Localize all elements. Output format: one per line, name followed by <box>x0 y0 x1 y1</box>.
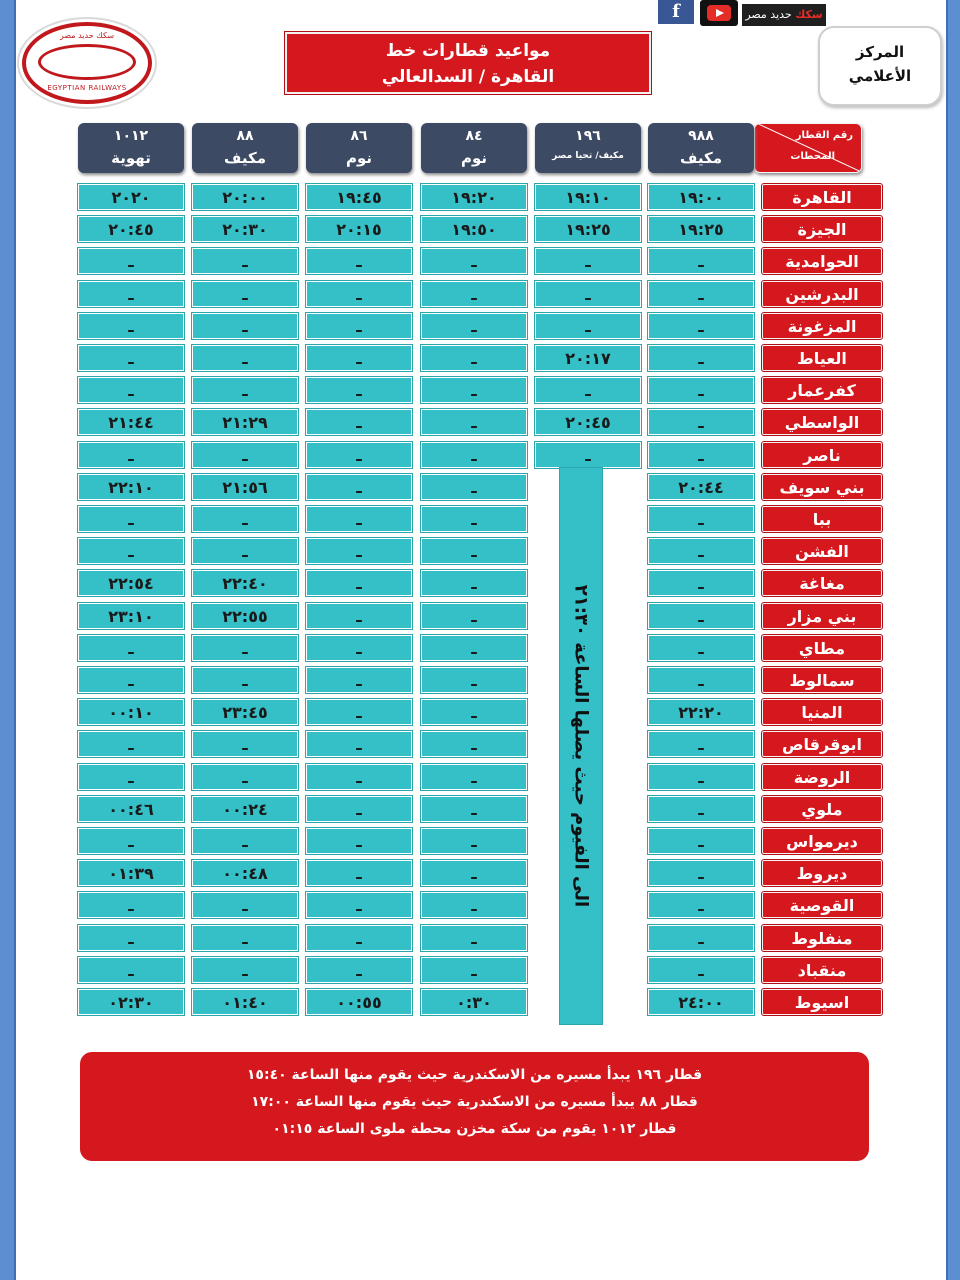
time-cell: ـ <box>648 538 754 564</box>
time-cell: ـ <box>192 377 298 403</box>
time-cell: ـ <box>421 603 527 629</box>
time-cell: ـ <box>78 345 184 371</box>
train-number: ١٩٦ <box>575 128 601 144</box>
station-name: الحوامدية <box>762 248 882 274</box>
time-cell: ـ <box>648 635 754 661</box>
time-cell: ـ <box>421 570 527 596</box>
train-number: ١٠١٢ <box>113 128 149 144</box>
time-cell: ـ <box>648 442 754 468</box>
time-cell: ـ <box>421 442 527 468</box>
train-column-header <box>306 123 412 173</box>
time-cell: ـ <box>421 635 527 661</box>
time-cell: ـ <box>421 409 527 435</box>
station-name: ابوقرقاص <box>762 731 882 757</box>
time-cell: ـ <box>306 409 412 435</box>
time-cell: ـ <box>78 313 184 339</box>
station-name: اسيوط <box>762 989 882 1015</box>
time-cell: ـ <box>78 377 184 403</box>
time-cell: ـ <box>648 345 754 371</box>
time-cell: ـ <box>535 313 641 339</box>
time-cell: ـ <box>78 281 184 307</box>
time-cell: ـ <box>306 442 412 468</box>
time-cell: ١٩:٤٥ <box>306 184 412 210</box>
train-number: ٨٦ <box>350 128 368 144</box>
time-cell: ـ <box>306 699 412 725</box>
station-name: القوصية <box>762 892 882 918</box>
time-cell: ـ <box>648 409 754 435</box>
time-cell: ٢٠:١٧ <box>535 345 641 371</box>
time-cell: ٢٠:٤٥ <box>535 409 641 435</box>
time-cell: ـ <box>306 828 412 854</box>
logo-emblem-icon <box>38 44 136 80</box>
time-cell: ـ <box>306 281 412 307</box>
time-cell: ٠٠:٢٤ <box>192 796 298 822</box>
media-center-badge <box>818 26 942 106</box>
time-cell: ـ <box>78 925 184 951</box>
station-name: الواسطي <box>762 409 882 435</box>
time-cell: ٠٢:٣٠ <box>78 989 184 1015</box>
time-cell: ـ <box>306 635 412 661</box>
page-title <box>285 32 651 94</box>
time-cell: ـ <box>421 313 527 339</box>
time-cell: ـ <box>78 892 184 918</box>
facebook-icon[interactable]: f <box>658 0 694 24</box>
time-cell: ـ <box>648 603 754 629</box>
time-cell: ١٩:٠٠ <box>648 184 754 210</box>
time-cell: ـ <box>192 281 298 307</box>
train-196-destination-note: الى الفيوم حيث يصلها الساعة ٢١:٣٠ <box>570 584 592 908</box>
time-cell: ـ <box>78 506 184 532</box>
station-name: المنيا <box>762 699 882 725</box>
time-cell: ـ <box>648 506 754 532</box>
time-cell: ـ <box>648 248 754 274</box>
time-cell: ـ <box>648 828 754 854</box>
logo-arabic-text: سكك حديد مصر <box>59 31 115 40</box>
station-name: العياط <box>762 345 882 371</box>
time-cell: ـ <box>192 538 298 564</box>
station-name: القاهرة <box>762 184 882 210</box>
time-cell: ٢٢:٥٥ <box>192 603 298 629</box>
time-cell: ـ <box>421 764 527 790</box>
train-number-label: رقم القطار <box>795 130 853 141</box>
time-cell: ـ <box>535 377 641 403</box>
time-cell: ٢١:٤٤ <box>78 409 184 435</box>
time-cell: ـ <box>306 474 412 500</box>
time-cell: ـ <box>306 860 412 886</box>
schedule-sheet <box>14 0 948 1280</box>
note-line: قطار ١٠١٢ يقوم من سكة مخزن محطة ملوى الساعة ٠١:١٥ <box>272 1121 677 1137</box>
time-cell: ـ <box>306 667 412 693</box>
station-name: بني مزار <box>762 603 882 629</box>
train-type: تهوية <box>111 149 151 167</box>
time-cell: ـ <box>192 313 298 339</box>
time-cell: ـ <box>306 377 412 403</box>
time-cell: ـ <box>421 860 527 886</box>
station-name: البدرشين <box>762 281 882 307</box>
time-cell: ١٩:٢٠ <box>421 184 527 210</box>
time-cell: ٢٢:١٠ <box>78 474 184 500</box>
time-cell: ٠١:٣٩ <box>78 860 184 886</box>
train-type: نوم <box>345 149 373 167</box>
time-cell: ـ <box>535 281 641 307</box>
time-cell: ٢٠:١٥ <box>306 216 412 242</box>
train-196-destination-bar <box>559 467 603 1025</box>
time-cell: ٢٢:٤٠ <box>192 570 298 596</box>
time-cell: ـ <box>306 538 412 564</box>
time-cell: ـ <box>306 892 412 918</box>
time-cell: ـ <box>78 731 184 757</box>
notes-box <box>80 1052 869 1161</box>
brand-prefix: سكك <box>795 8 823 21</box>
time-cell: ٢٢:٥٤ <box>78 570 184 596</box>
time-cell: ٢٣:٤٥ <box>192 699 298 725</box>
time-cell: ـ <box>192 667 298 693</box>
time-cell: ـ <box>421 699 527 725</box>
train-type: مكيف <box>680 149 722 167</box>
time-cell: ـ <box>648 892 754 918</box>
time-cell: ـ <box>535 442 641 468</box>
title-line-2: القاهرة / السدالعالي <box>381 67 555 87</box>
time-cell: ـ <box>192 731 298 757</box>
time-cell: ٢١:٢٩ <box>192 409 298 435</box>
time-cell: ـ <box>648 860 754 886</box>
note-line: قطار ٨٨ يبدأ مسيره من الاسكندرية حيث يقوم منها الساعة ١٧:٠٠ <box>251 1094 698 1110</box>
time-cell: ـ <box>421 474 527 500</box>
time-cell: ـ <box>648 281 754 307</box>
time-cell: ٠٠:٤٨ <box>192 860 298 886</box>
time-cell: ـ <box>192 925 298 951</box>
time-cell: ٢٠:٤٤ <box>648 474 754 500</box>
time-cell: ٠:٣٠ <box>421 989 527 1015</box>
station-column-header <box>754 123 862 173</box>
logo-english-text: EGYPTIAN RAILWAYS <box>47 84 127 92</box>
time-cell: ـ <box>648 764 754 790</box>
time-cell: ـ <box>306 313 412 339</box>
time-cell: ـ <box>306 603 412 629</box>
egyptian-railways-logo <box>22 22 152 104</box>
station-name: ببا <box>762 506 882 532</box>
media-line-1: المركز <box>855 43 905 61</box>
time-cell: ـ <box>306 925 412 951</box>
time-cell: ـ <box>78 828 184 854</box>
time-cell: ٢٤:٠٠ <box>648 989 754 1015</box>
time-cell: ـ <box>78 248 184 274</box>
station-name: سمالوط <box>762 667 882 693</box>
train-column-header <box>78 123 184 173</box>
train-column-header <box>421 123 527 173</box>
time-cell: ـ <box>421 925 527 951</box>
time-cell: ـ <box>78 764 184 790</box>
time-cell: ٢٠٢٠ <box>78 184 184 210</box>
brand-label <box>742 4 826 26</box>
train-number: ٨٨ <box>236 128 254 144</box>
train-column-header <box>535 123 641 173</box>
time-cell: ـ <box>421 892 527 918</box>
station-name: منقباد <box>762 957 882 983</box>
station-name: منفلوط <box>762 925 882 951</box>
stations-label: المحطات <box>790 151 835 162</box>
title-line-1: مواعيد قطارات خط <box>385 41 551 61</box>
time-cell: ـ <box>421 731 527 757</box>
train-number: ٩٨٨ <box>688 128 714 144</box>
train-number: ٨٤ <box>465 128 483 144</box>
time-cell: ١٩:٢٥ <box>535 216 641 242</box>
media-line-2: الأعلامي <box>848 67 912 85</box>
station-name: ديروط <box>762 860 882 886</box>
station-name: المزغونة <box>762 313 882 339</box>
station-name: مطاي <box>762 635 882 661</box>
station-name: بني سويف <box>762 474 882 500</box>
station-name: مغاغة <box>762 570 882 596</box>
time-cell: ٢١:٥٦ <box>192 474 298 500</box>
time-cell: ـ <box>306 345 412 371</box>
time-cell: ـ <box>421 538 527 564</box>
time-cell: ـ <box>192 828 298 854</box>
train-type: نوم <box>460 149 488 167</box>
time-cell: ـ <box>421 796 527 822</box>
youtube-icon[interactable] <box>700 0 738 26</box>
time-cell: ١٩:٥٠ <box>421 216 527 242</box>
time-cell: ـ <box>648 313 754 339</box>
time-cell: ٠٠:١٠ <box>78 699 184 725</box>
train-type: مكيف/ تحيا مصر <box>552 151 624 161</box>
time-cell: ٢٢:٢٠ <box>648 699 754 725</box>
train-column-header <box>192 123 298 173</box>
time-cell: ـ <box>648 570 754 596</box>
station-name: ناصر <box>762 442 882 468</box>
time-cell: ـ <box>306 731 412 757</box>
time-cell: ـ <box>192 764 298 790</box>
time-cell: ـ <box>78 538 184 564</box>
station-name: كفرعمار <box>762 377 882 403</box>
time-cell: ـ <box>192 506 298 532</box>
time-cell: ـ <box>648 796 754 822</box>
station-name: الجيزة <box>762 216 882 242</box>
station-name: ملوي <box>762 796 882 822</box>
brand-text: حديد مصر <box>745 8 792 21</box>
time-cell: ـ <box>421 506 527 532</box>
station-name: الفشن <box>762 538 882 564</box>
train-column-header <box>648 123 754 173</box>
time-cell: ـ <box>306 764 412 790</box>
time-cell: ـ <box>306 796 412 822</box>
time-cell: ٢٠:٠٠ <box>192 184 298 210</box>
time-cell: ـ <box>192 442 298 468</box>
time-cell: ـ <box>421 828 527 854</box>
time-cell: ـ <box>421 345 527 371</box>
note-line: قطار ١٩٦ يبدأ مسيره من الاسكندرية حيث يقوم منها الساعة ١٥:٤٠ <box>246 1067 703 1083</box>
time-cell: ـ <box>648 667 754 693</box>
time-cell: ـ <box>648 957 754 983</box>
time-cell: ٠٠:٥٥ <box>306 989 412 1015</box>
time-cell: ـ <box>192 957 298 983</box>
time-cell: ـ <box>421 957 527 983</box>
time-cell: ـ <box>78 957 184 983</box>
time-cell: ٠١:٤٠ <box>192 989 298 1015</box>
time-cell: ـ <box>421 377 527 403</box>
train-type: مكيف <box>224 149 266 167</box>
time-cell: ـ <box>535 248 641 274</box>
time-cell: ـ <box>648 731 754 757</box>
time-cell: ـ <box>306 248 412 274</box>
time-cell: ـ <box>421 248 527 274</box>
time-cell: ـ <box>306 506 412 532</box>
time-cell: ـ <box>421 281 527 307</box>
time-cell: ـ <box>306 957 412 983</box>
time-cell: ـ <box>78 635 184 661</box>
time-cell: ٠٠:٤٦ <box>78 796 184 822</box>
time-cell: ٢٠:٤٥ <box>78 216 184 242</box>
time-cell: ـ <box>78 442 184 468</box>
time-cell: ـ <box>192 248 298 274</box>
time-cell: ـ <box>78 667 184 693</box>
time-cell: ـ <box>306 570 412 596</box>
time-cell: ٢٠:٣٠ <box>192 216 298 242</box>
time-cell: ١٩:١٠ <box>535 184 641 210</box>
station-name: ديرمواس <box>762 828 882 854</box>
time-cell: ـ <box>648 925 754 951</box>
time-cell: ٢٣:١٠ <box>78 603 184 629</box>
time-cell: ـ <box>192 635 298 661</box>
time-cell: ـ <box>421 667 527 693</box>
station-name: الروضة <box>762 764 882 790</box>
time-cell: ١٩:٢٥ <box>648 216 754 242</box>
time-cell: ـ <box>192 892 298 918</box>
time-cell: ـ <box>648 377 754 403</box>
time-cell: ـ <box>192 345 298 371</box>
